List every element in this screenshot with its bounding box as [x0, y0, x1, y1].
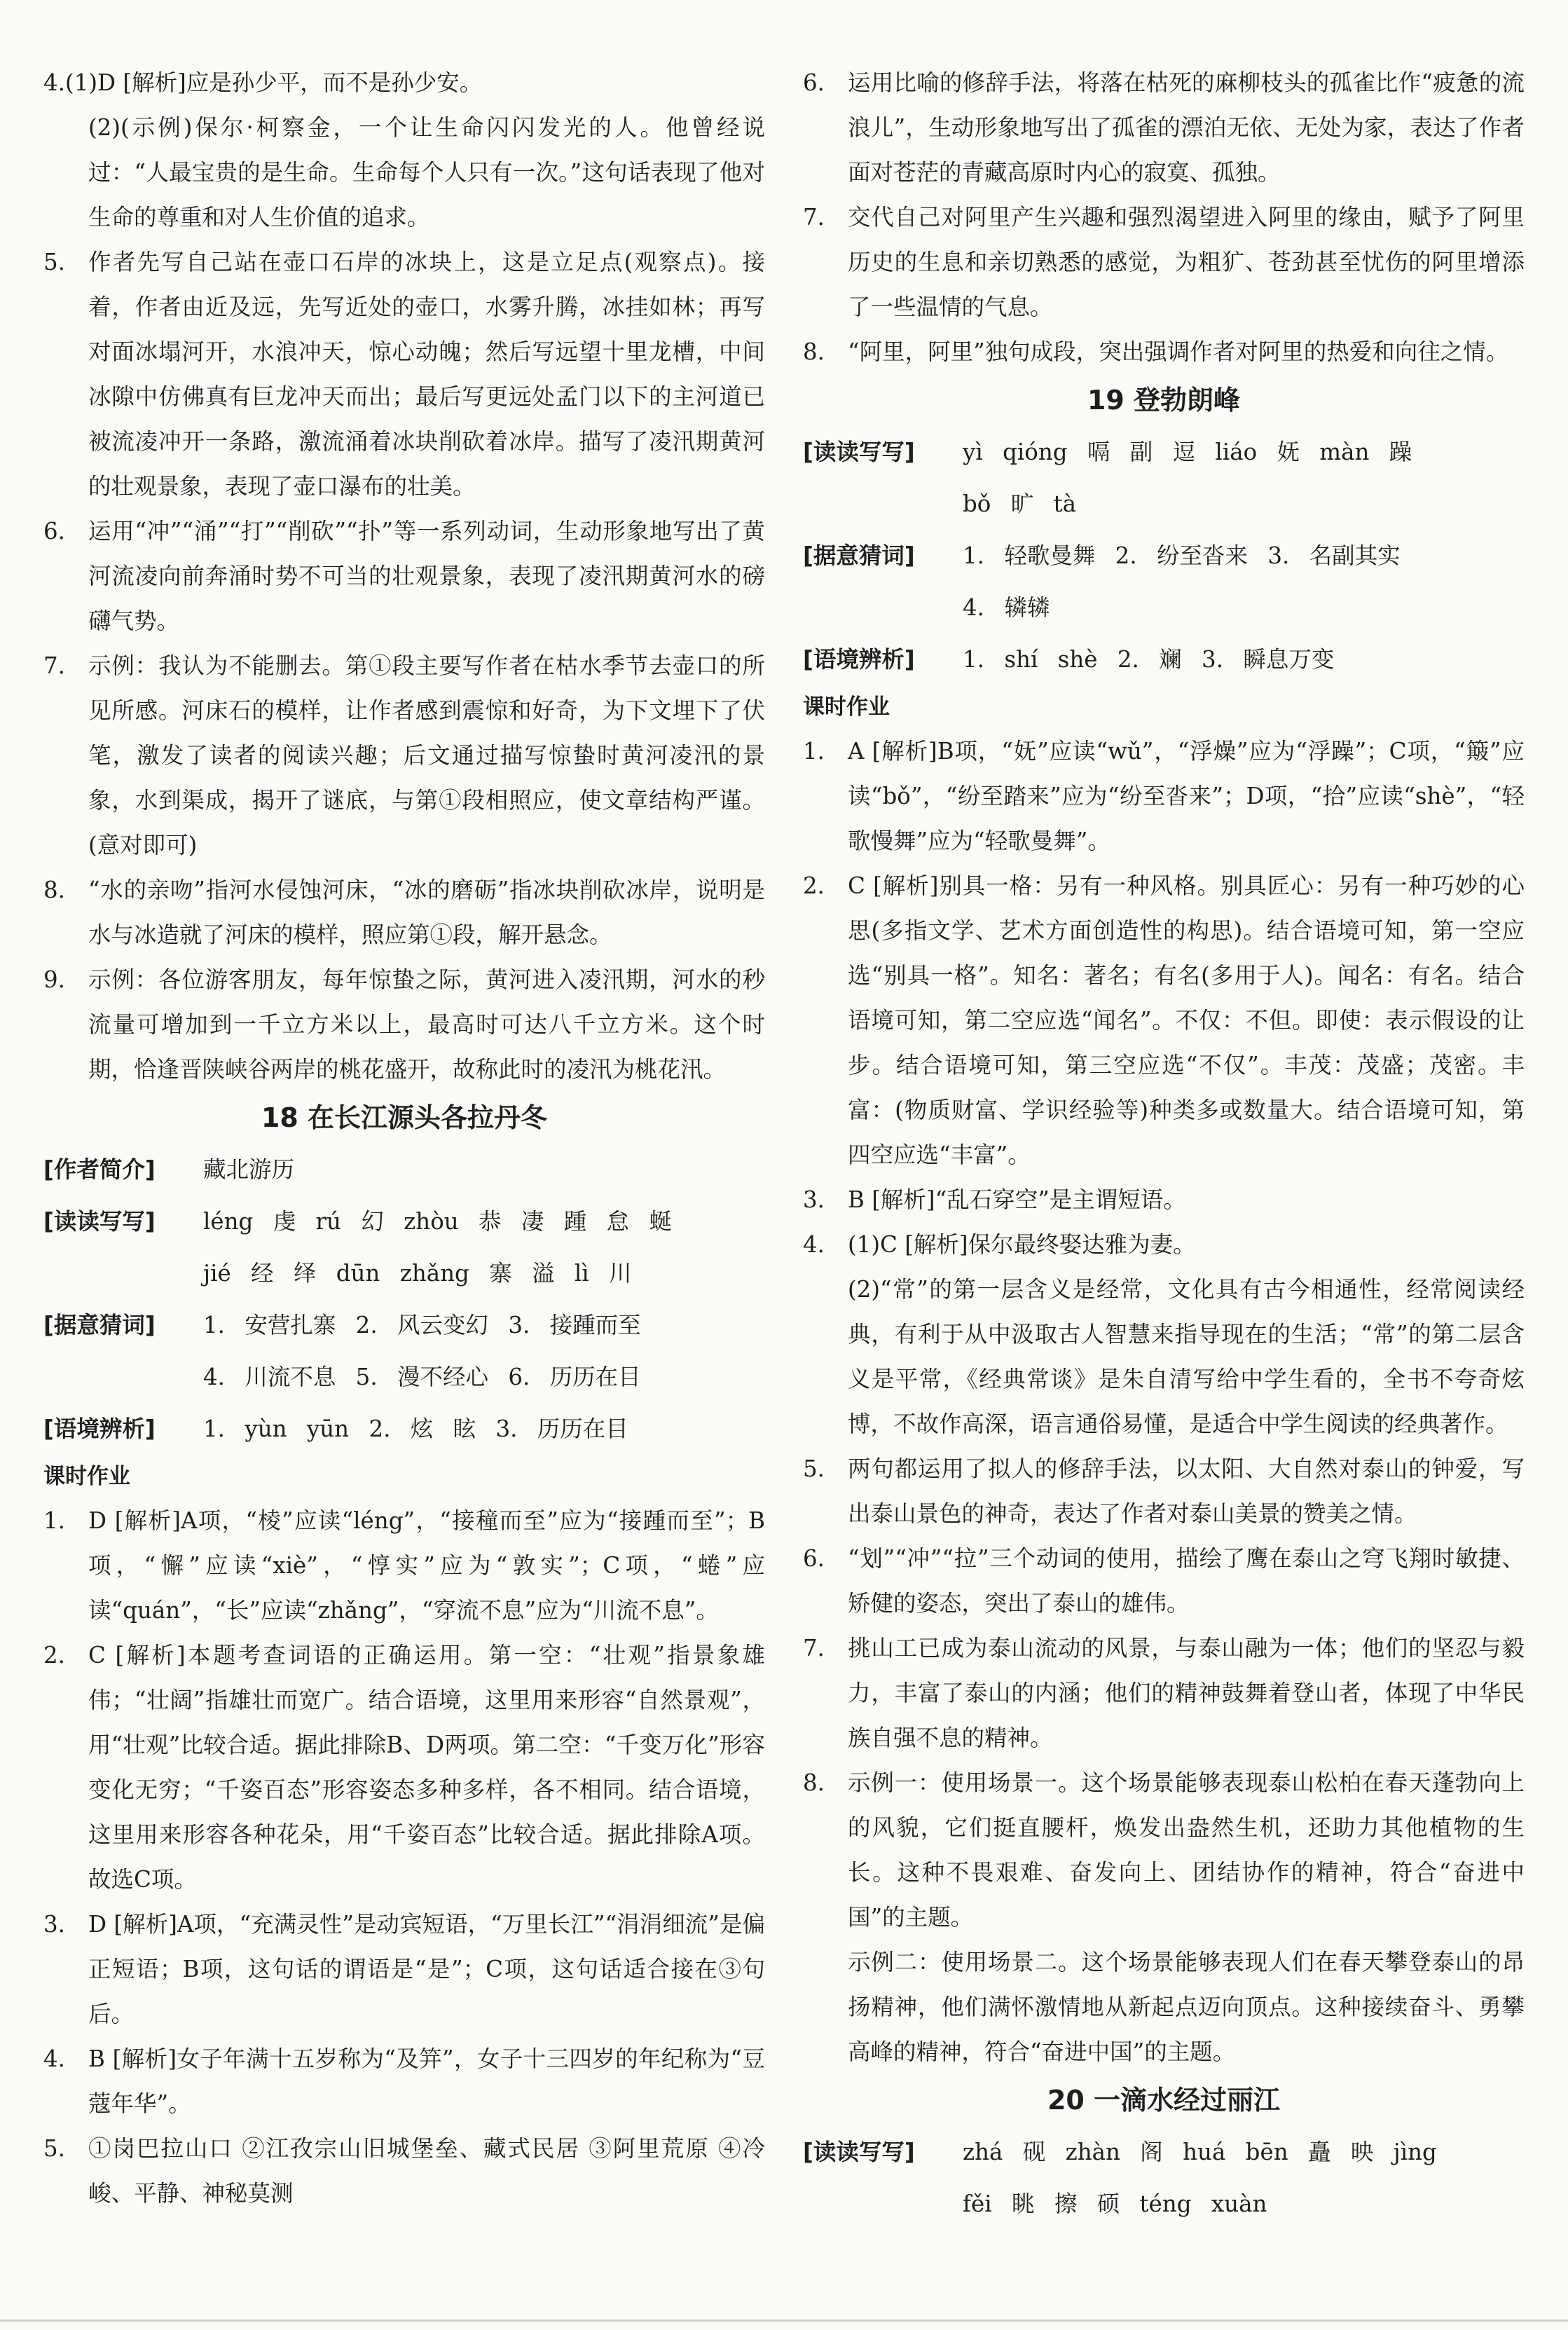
answer-r6	[803, 60, 1525, 195]
answer-text: “阿里，阿里”独句成段，突出强调作者对阿里的热爱和向往之情。	[848, 338, 1509, 365]
l20-read-row	[803, 2126, 1525, 2178]
l19-q5	[803, 1446, 1525, 1536]
l19-q4	[803, 1222, 1525, 1267]
answer-text: 作者先写自己站在壶口石岸的冰块上，这是立足点(观察点)。接着，作者由近及远，先写近处的壶口，水雾升腾，冰挂如林；再写对面冰塌河开，水浪冲天，惊心动魄；然后写远望十里龙槽，中间冰隙中仿佛真有巨龙冲天而出；最后写更远处孟门以下的主河道已被流凌冲开一条路，激流涌着冰块削砍着冰岸。描写了凌汛期黄河的壮观景象，表现了壶口瀑布的壮美。	[88, 249, 765, 500]
item-number: 7.	[43, 652, 66, 679]
answer-text: B [解析]女子年满十五岁称为“及笄”，女子十三四岁的年纪称为“豆蔻年华”。	[88, 2045, 765, 2117]
item-number: 6.	[803, 1545, 825, 1572]
l19-q2	[803, 863, 1525, 1177]
item-number: 6.	[803, 69, 825, 96]
lesson-19-title: 19 登勃朗峰	[1087, 385, 1241, 416]
answer-r7	[803, 195, 1525, 329]
l18-context-row	[43, 1403, 765, 1455]
l19-q7	[803, 1626, 1525, 1760]
read-value: yì qióng 嗝 副 逗 liáo 妩 màn 躁	[963, 439, 1412, 465]
answer-text: B [解析]“乱石穿空”是主谓短语。	[848, 1186, 1186, 1213]
guess-value: 1. 安营扎寨 2. 风云变幻 3. 接踵而至	[203, 1312, 641, 1338]
guess-value: 1. 轻歌曼舞 2. 纷至沓来 3. 名副其实	[963, 542, 1401, 569]
l19-read-row	[803, 426, 1525, 478]
answer-text: 运用“冲”“涌”“打”“削砍”“扑”等一系列动词，生动形象地写出了黄河流凌向前奔涌时势不可当的壮观景象，表现了凌汛期黄河水的磅礴气势。	[88, 518, 765, 634]
answer-text: 运用比喻的修辞手法，将落在枯死的麻柳枝头的孤雀比作“疲惫的流浪儿”，生动形象地写出了孤雀的漂泊无依、无处为家，表达了作者面对苍茫的青藏高原时内心的寂寞、孤独。	[848, 69, 1525, 186]
answer-text: 交代自己对阿里产生兴趣和强烈渴望进入阿里的缘由，赋予了阿里历史的生息和亲切熟悉的感觉，为粗犷、苍劲甚至忧伤的阿里增添了一些温情的气息。	[848, 204, 1525, 320]
l19-q1	[803, 729, 1525, 863]
l19-q8	[803, 1760, 1525, 1940]
l19-read-row-2: bǒ 旷 tà	[963, 491, 1076, 517]
read-label: [读读写写]	[43, 1208, 156, 1235]
l19-context-row	[803, 633, 1525, 685]
answer-text: C [解析]本题考查词语的正确运用。第一空：“壮观”指景象雄伟；“壮阔”指雄壮而宽广。结合语境，这里用来形容“自然景观”，用“壮观”比较合适。据此排除B、D两项。第二空：“千变万化”形容变化无穷；“千姿百态”形容姿态多种多样，各不相同。结合语境，这里用来形容各种花朵，用“千姿百态”比较合适。据此排除A项。故选C项。	[88, 1642, 765, 1893]
answer-text: A [解析]B项，“妩”应读“wǔ”，“浮燥”应为“浮躁”；C项，“簸”应读“bǒ”，“纷至踏来”应为“纷至沓来”；D项，“拾”应读“shè”，“轻歌慢舞”应为“轻歌曼舞”。	[848, 738, 1525, 854]
item-number: 8.	[43, 877, 66, 903]
author-value: 藏北游历	[203, 1156, 295, 1183]
context-value: 1. yùn yūn 2. 炫 眩 3. 历历在目	[203, 1416, 628, 1442]
l18-read-row-2: jié 经 绎 dūn zhǎng 寨 溢 lì 川	[203, 1260, 632, 1287]
answer-text: ①岗巴拉山口 ②江孜宗山旧城堡垒、藏式民居 ③阿里荒原 ④冷峻、平静、神秘莫测	[88, 2135, 765, 2207]
lesson-20-title: 20 一滴水经过丽江	[1047, 2085, 1281, 2116]
answer-6	[43, 509, 765, 643]
answer-text: C [解析]别具一格：另有一种风格。别具匠心：另有一种巧妙的心思(多指文学、艺术方面创造性的构思)。结合语境可知，第一空应选“别具一格”。知名：著名；有名(多用于人)。闻名：有名。结合语境可知，第二空应选“闻名”。不仅：不但。即使：表示假设的让步。结合语境可知，第三空应选“不仅”。丰茂：茂盛；茂密。丰富：(物质财富、学识经验等)种类多或数量大。结合语境可知，第四空应选“丰富”。	[848, 872, 1525, 1168]
answer-7	[43, 643, 765, 868]
l18-q5	[43, 2126, 765, 2216]
answer-text: D [解析]A项，“充满灵性”是动宾短语，“万里长江”“涓涓细流”是偏正短语；B项，这句话的谓语是“是”；C项，这句话适合接在③句后。	[88, 1911, 765, 2027]
item-number: 8.	[803, 1769, 825, 1796]
answer-text: 示例一：使用场景一。这个场景能够表现泰山松柏在春天蓬勃向上的风貌，它们挺直腰杆，焕发出盎然生机，还助力其他植物的生长。这种不畏艰难、奋发向上、团结协作的精神，符合“奋进中国”的主题。	[848, 1769, 1525, 1931]
answer-text: 挑山工已成为泰山流动的风景，与泰山融为一体；他们的坚忍与毅力，丰富了泰山的内涵；他们的精神鼓舞着登山者，体现了中华民族自强不息的精神。	[848, 1635, 1525, 1751]
read-label: [读读写写]	[803, 439, 915, 465]
item-number: 7.	[803, 204, 825, 231]
answer-4-1: 4.(1)D [解析]应是孙少平，而不是孙少安。	[43, 69, 483, 96]
l19-q4-part2: (2)“常”的第一层含义是经常，文化具有古今相通性，经常阅读经典，有利于从中汲取古人智慧来指导现在的生活；“常”的第二层含义是平常，《经典常谈》是朱自清写给中学生看的，全书不夸奇炫博，不故作高深，语言通俗易懂，是适合中学生阅读的经典著作。	[848, 1276, 1525, 1437]
answer-text: D [解析]A项，“棱”应读“léng”，“接穜而至”应为“接踵而至”；B项，“懈”应读“xiè”，“惇实”应为“敦实”；C项，“蜷”应读“quán”，“长”应读“zhǎng”，“穿流不息”应为“川流不息”。	[88, 1507, 765, 1624]
left-column	[43, 60, 765, 2216]
answer-text: (1)C [解析]保尔最终娶达雅为妻。	[848, 1231, 1196, 1258]
read-label: [读读写写]	[803, 2139, 915, 2165]
l18-q1	[43, 1498, 765, 1633]
l18-q2	[43, 1633, 765, 1902]
item-number: 5.	[43, 249, 66, 275]
item-number: 2.	[803, 872, 825, 899]
item-number: 5.	[803, 1455, 825, 1482]
answer-8	[43, 868, 765, 957]
answer-text: “划”“冲”“拉”三个动词的使用，描绘了鹰在泰山之穹飞翔时敏捷、矫健的姿态，突出了泰山的雄伟。	[848, 1545, 1525, 1617]
context-label: [语境辨析]	[43, 1416, 156, 1442]
answer-text: 示例：各位游客朋友，每年惊蛰之际，黄河进入凌汛期，河水的秒流量可增加到一千立方米以上，最高时可达八千立方米。这个时期，恰逢晋陕峡谷两岸的桃花盛开，故称此时的凌汛为桃花汛。	[88, 966, 765, 1083]
guess-label: [据意猜词]	[43, 1312, 156, 1338]
l19-q6	[803, 1536, 1525, 1626]
item-number: 4.	[803, 1231, 825, 1258]
l18-q4	[43, 2036, 765, 2126]
item-number: 5.	[43, 2135, 66, 2162]
answer-text: “水的亲吻”指河水侵蚀河床，“冰的磨砺”指冰块削砍冰岸，说明是水与冰造就了河床的模样，照应第①段，解开悬念。	[88, 877, 765, 948]
item-number: 8.	[803, 338, 825, 365]
l20-read-row-2: fěi 眺 擦 硕 téng xuàn	[963, 2191, 1267, 2217]
item-number: 1.	[43, 1507, 66, 1534]
item-number: 1.	[803, 738, 825, 765]
homework-heading: 课时作业	[43, 1464, 130, 1489]
context-value: 1. shí shè 2. 斓 3. 瞬息万变	[963, 646, 1335, 673]
item-number: 9.	[43, 966, 66, 993]
answer-5	[43, 240, 765, 509]
lesson-18-title: 18 在长江源头各拉丹冬	[261, 1102, 548, 1133]
l18-q3	[43, 1902, 765, 2036]
answer-9	[43, 957, 765, 1092]
item-number: 3.	[803, 1186, 825, 1213]
item-number: 2.	[43, 1642, 66, 1668]
item-number: 3.	[43, 1911, 66, 1938]
item-number: 4.	[43, 2045, 66, 2072]
answer-text: 示例：我认为不能删去。第①段主要写作者在枯水季节去壶口的所见所感。河床石的模样，让作者感到震惊和好奇，为下文埋下了伏笔，激发了读者的阅读兴趣；后文通过描写惊蛰时黄河凌汛的景象，水到渠成，揭开了谜底，与第①段相照应，使文章结构严谨。(意对即可)	[88, 652, 765, 858]
guess-label: [据意猜词]	[803, 542, 915, 569]
l19-guess-row-2: 4. 辚辚	[963, 594, 1050, 621]
right-column	[803, 60, 1525, 2230]
l19-guess-row	[803, 530, 1525, 582]
l19-q8-example2: 示例二：使用场景二。这个场景能够表现人们在春天攀登泰山的昂扬精神，他们满怀激情地从新起点迈向顶点。这种接续奋斗、勇攀高峰的精神，符合“奋进中国”的主题。	[848, 1949, 1525, 2065]
homework-heading: 课时作业	[803, 694, 890, 720]
l19-q3	[803, 1177, 1525, 1222]
l18-guess-row-2: 4. 川流不息 5. 漫不经心 6. 历历在目	[203, 1364, 641, 1390]
answer-r8	[803, 329, 1525, 374]
answer-text: 两句都运用了拟人的修辞手法，以太阳、大自然对泰山的钟爱，写出泰山景色的神奇，表达了作者对泰山美景的赞美之情。	[848, 1455, 1525, 1527]
item-number: 6.	[43, 518, 66, 544]
l18-read-row	[43, 1195, 765, 1247]
read-value: léng 虔 rú 幻 zhòu 恭 凄 踵 怠 蜒	[203, 1208, 672, 1235]
l18-author-row	[43, 1144, 765, 1195]
read-value: zhá 砚 zhàn 阁 huá bēn 矗 映 jìng	[963, 2139, 1437, 2165]
answer-4-2: (2)(示例)保尔·柯察金，一个让生命闪闪发光的人。他曾经说过：“人最宝贵的是生命。生命每个人只有一次。”这句话表现了他对生命的尊重和对人生价值的追求。	[88, 114, 765, 231]
context-label: [语境辨析]	[803, 646, 915, 673]
l18-guess-row	[43, 1299, 765, 1351]
page-bottom-rule	[0, 2319, 1568, 2322]
item-number: 7.	[803, 1635, 825, 1661]
author-label: [作者简介]	[43, 1156, 156, 1183]
